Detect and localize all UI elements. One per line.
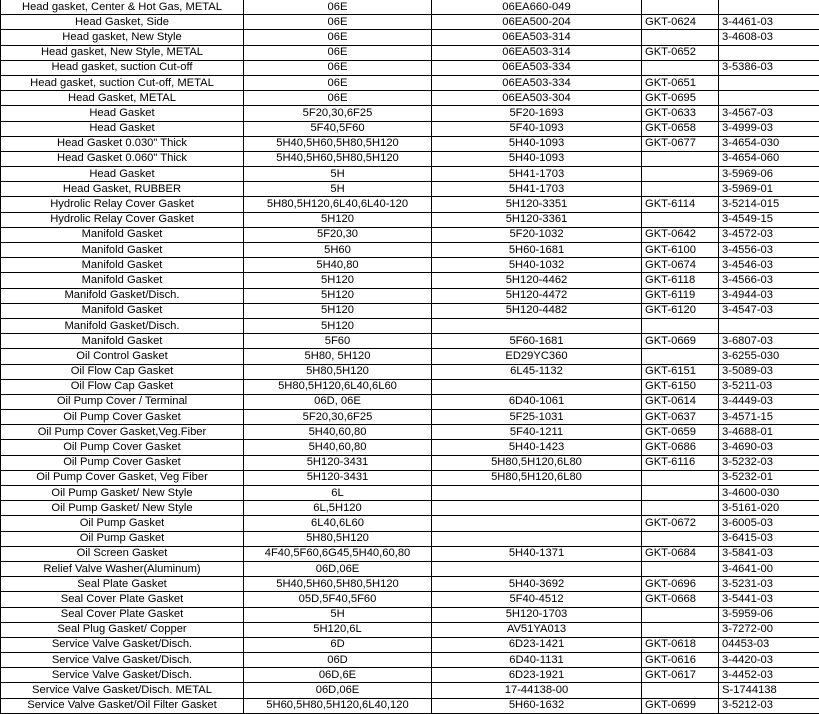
oem-part-number-cell: 5H40-1093	[432, 151, 642, 166]
cross-reference-number-cell: 3-6005-03	[719, 516, 819, 531]
gkt-number-cell: GKT-0633	[642, 106, 719, 121]
oem-part-number-cell: 6L45-1132	[432, 364, 642, 379]
compressor-model-cell: 5H120	[244, 288, 432, 303]
oem-part-number-cell: AV51YA013	[432, 622, 642, 637]
oem-part-number-cell: 5H120-3351	[432, 197, 642, 212]
compressor-model-cell: 06E	[244, 75, 432, 90]
oem-part-number-cell: 5H40-3692	[432, 577, 642, 592]
gkt-number-cell	[642, 561, 719, 576]
table-row	[1, 379, 819, 394]
cross-reference-number-cell: 04453-03	[719, 637, 819, 652]
part-description-cell: Oil Pump Cover Gasket	[1, 410, 244, 425]
gkt-number-cell	[642, 622, 719, 637]
oem-part-number-cell: 5H60-1632	[432, 698, 642, 713]
part-description-cell: Head Gasket, Side	[1, 15, 244, 30]
part-description-cell: Hydrolic Relay Cover Gasket	[1, 197, 244, 212]
oem-part-number-cell: 06EA503-304	[432, 91, 642, 106]
gkt-number-cell: GKT-0672	[642, 516, 719, 531]
table-row	[1, 546, 819, 561]
gkt-number-cell	[642, 470, 719, 485]
cross-reference-number-cell	[719, 75, 819, 90]
gkt-number-cell	[642, 531, 719, 546]
compressor-model-cell: 06E	[244, 15, 432, 30]
compressor-model-cell: 5H120	[244, 303, 432, 318]
cross-reference-number-cell: 3-4420-03	[719, 653, 819, 668]
parts-table-body	[1, 0, 819, 713]
compressor-model-cell: 5H	[244, 182, 432, 197]
oem-part-number-cell: 06EA503-314	[432, 45, 642, 60]
oem-part-number-cell: 06EA503-334	[432, 60, 642, 75]
compressor-model-cell: 4F40,5F60,6G45,5H40,60,80	[244, 546, 432, 561]
compressor-model-cell: 5H	[244, 167, 432, 182]
part-description-cell: Oil Pump Gasket/ New Style	[1, 501, 244, 516]
cross-reference-number-cell: 3-5841-03	[719, 546, 819, 561]
cross-reference-number-cell: 3-5386-03	[719, 60, 819, 75]
part-description-cell: Service Valve Gasket/Oil Filter Gasket	[1, 698, 244, 713]
oem-part-number-cell: 5F20-1693	[432, 106, 642, 121]
compressor-model-cell: 5H40,5H60,5H80,5H120	[244, 577, 432, 592]
compressor-model-cell: 5H80,5H120	[244, 531, 432, 546]
part-description-cell: Manifold Gasket	[1, 273, 244, 288]
part-description-cell: Oil Pump Cover Gasket	[1, 455, 244, 470]
table-row	[1, 227, 819, 242]
table-row	[1, 561, 819, 576]
compressor-model-cell: 6L40,6L60	[244, 516, 432, 531]
part-description-cell: Seal Cover Plate Gasket	[1, 592, 244, 607]
part-description-cell: Manifold Gasket/Disch.	[1, 318, 244, 333]
cross-reference-number-cell: 3-6807-03	[719, 334, 819, 349]
cross-reference-number-cell: 3-5161-020	[719, 501, 819, 516]
cross-reference-number-cell: 3-4654-060	[719, 151, 819, 166]
gkt-number-cell: GKT-0642	[642, 227, 719, 242]
gkt-number-cell	[642, 167, 719, 182]
cross-reference-number-cell: 3-6255-030	[719, 349, 819, 364]
gkt-number-cell: GKT-0695	[642, 91, 719, 106]
table-row	[1, 288, 819, 303]
gkt-number-cell: GKT-0696	[642, 577, 719, 592]
cross-reference-number-cell: 3-4556-03	[719, 243, 819, 258]
table-row	[1, 182, 819, 197]
part-description-cell: Head Gasket 0.030" Thick	[1, 136, 244, 151]
compressor-model-cell: 06D	[244, 653, 432, 668]
gkt-number-cell: GKT-0669	[642, 334, 719, 349]
part-description-cell: Head gasket, Center & Hot Gas, METAL	[1, 0, 244, 15]
compressor-model-cell: 5F20,30,6F25	[244, 106, 432, 121]
table-row	[1, 425, 819, 440]
gkt-number-cell: GKT-0668	[642, 592, 719, 607]
part-description-cell: Oil Pump Cover / Terminal	[1, 394, 244, 409]
cross-reference-number-cell: 3-4654-030	[719, 136, 819, 151]
oem-part-number-cell: 5H80,5H120,6L80	[432, 455, 642, 470]
part-description-cell: Oil Pump Gasket/ New Style	[1, 486, 244, 501]
gkt-number-cell: GKT-0699	[642, 698, 719, 713]
cross-reference-number-cell: 3-5231-03	[719, 577, 819, 592]
oem-part-number-cell	[432, 561, 642, 576]
gkt-number-cell: GKT-0684	[642, 546, 719, 561]
oem-part-number-cell	[432, 318, 642, 333]
table-row	[1, 349, 819, 364]
part-description-cell: Head Gasket, METAL	[1, 91, 244, 106]
cross-reference-number-cell: 3-7272-00	[719, 622, 819, 637]
table-row	[1, 364, 819, 379]
gkt-number-cell: GKT-6100	[642, 243, 719, 258]
oem-part-number-cell	[432, 501, 642, 516]
oem-part-number-cell: 5H40-1093	[432, 136, 642, 151]
oem-part-number-cell	[432, 379, 642, 394]
table-row	[1, 75, 819, 90]
table-row	[1, 318, 819, 333]
table-row	[1, 91, 819, 106]
compressor-model-cell: 5H120-3431	[244, 470, 432, 485]
cross-reference-number-cell: 3-5232-03	[719, 455, 819, 470]
cross-reference-number-cell: 3-5969-06	[719, 167, 819, 182]
part-description-cell: Manifold Gasket	[1, 243, 244, 258]
oem-part-number-cell: 5F40-1211	[432, 425, 642, 440]
gkt-number-cell	[642, 60, 719, 75]
table-row	[1, 30, 819, 45]
cross-reference-number-cell: 3-4571-15	[719, 410, 819, 425]
compressor-model-cell: 6L,5H120	[244, 501, 432, 516]
table-row	[1, 455, 819, 470]
compressor-model-cell: 06E	[244, 30, 432, 45]
oem-part-number-cell: 17-44138-00	[432, 683, 642, 698]
part-description-cell: Service Valve Gasket/Disch. METAL	[1, 683, 244, 698]
compressor-model-cell: 5H80,5H120,6L40,6L40-120	[244, 197, 432, 212]
table-row	[1, 258, 819, 273]
cross-reference-number-cell: 3-4547-03	[719, 303, 819, 318]
part-description-cell: Oil Pump Cover Gasket, Veg Fiber	[1, 470, 244, 485]
compressor-model-cell: 6D	[244, 637, 432, 652]
oem-part-number-cell	[432, 486, 642, 501]
part-description-cell: Manifold Gasket/Disch.	[1, 288, 244, 303]
gkt-number-cell: GKT-6151	[642, 364, 719, 379]
compressor-model-cell: 5H80, 5H120	[244, 349, 432, 364]
part-description-cell: Service Valve Gasket/Disch.	[1, 637, 244, 652]
table-row	[1, 334, 819, 349]
table-row	[1, 410, 819, 425]
cross-reference-number-cell: 3-4600-030	[719, 486, 819, 501]
table-row	[1, 167, 819, 182]
compressor-model-cell: 06E	[244, 45, 432, 60]
oem-part-number-cell: 5H41-1703	[432, 182, 642, 197]
part-description-cell: Hydrolic Relay Cover Gasket	[1, 212, 244, 227]
cross-reference-number-cell: S-1744138	[719, 683, 819, 698]
oem-part-number-cell: 6D23-1421	[432, 637, 642, 652]
compressor-model-cell: 5F40,5F60	[244, 121, 432, 136]
oem-part-number-cell: 6D23-1921	[432, 668, 642, 683]
cross-reference-number-cell: 3-4690-03	[719, 440, 819, 455]
cross-reference-number-cell	[719, 91, 819, 106]
part-description-cell: Service Valve Gasket/Disch.	[1, 653, 244, 668]
gkt-number-cell: GKT-6114	[642, 197, 719, 212]
cross-reference-number-cell: 3-5214-015	[719, 197, 819, 212]
compressor-model-cell: 5H60	[244, 243, 432, 258]
table-row	[1, 531, 819, 546]
compressor-model-cell: 5F20,30,6F25	[244, 410, 432, 425]
oem-part-number-cell: 5H120-1703	[432, 607, 642, 622]
compressor-model-cell: 5H60,5H80,5H120,6L40,120	[244, 698, 432, 713]
cross-reference-number-cell: 3-4999-03	[719, 121, 819, 136]
cross-reference-number-cell: 3-5089-03	[719, 364, 819, 379]
compressor-model-cell: 5F60	[244, 334, 432, 349]
table-row	[1, 121, 819, 136]
part-description-cell: Oil Control Gasket	[1, 349, 244, 364]
gkt-number-cell	[642, 0, 719, 15]
oem-part-number-cell: 5F20-1032	[432, 227, 642, 242]
table-row	[1, 60, 819, 75]
table-row	[1, 668, 819, 683]
oem-part-number-cell: 5H120-4482	[432, 303, 642, 318]
table-row	[1, 516, 819, 531]
gkt-number-cell: GKT-0618	[642, 637, 719, 652]
compressor-model-cell: 6L	[244, 486, 432, 501]
gkt-number-cell: GKT-0652	[642, 45, 719, 60]
part-description-cell: Head gasket, suction Cut-off	[1, 60, 244, 75]
table-row	[1, 15, 819, 30]
part-description-cell: Head gasket, suction Cut-off, METAL	[1, 75, 244, 90]
oem-part-number-cell: 5H120-4462	[432, 273, 642, 288]
gkt-number-cell: GKT-0686	[642, 440, 719, 455]
gkt-number-cell: GKT-0614	[642, 394, 719, 409]
table-row	[1, 440, 819, 455]
oem-part-number-cell: 06EA660-049	[432, 0, 642, 15]
oem-part-number-cell: 5H40-1423	[432, 440, 642, 455]
compressor-model-cell: 06E	[244, 60, 432, 75]
oem-part-number-cell	[432, 516, 642, 531]
gkt-number-cell	[642, 607, 719, 622]
gkt-number-cell: GKT-6118	[642, 273, 719, 288]
gkt-number-cell: GKT-0674	[642, 258, 719, 273]
table-row	[1, 607, 819, 622]
part-description-cell: Manifold Gasket	[1, 303, 244, 318]
cross-reference-number-cell: 3-4461-03	[719, 15, 819, 30]
cross-reference-number-cell: 3-4549-15	[719, 212, 819, 227]
compressor-model-cell: 5H120-3431	[244, 455, 432, 470]
part-description-cell: Head Gasket 0.060" Thick	[1, 151, 244, 166]
part-description-cell: Head gasket, New Style, METAL	[1, 45, 244, 60]
gkt-number-cell: GKT-6150	[642, 379, 719, 394]
part-description-cell: Manifold Gasket	[1, 334, 244, 349]
part-description-cell: Manifold Gasket	[1, 258, 244, 273]
compressor-model-cell: 06D,06E	[244, 683, 432, 698]
gkt-number-cell: GKT-0659	[642, 425, 719, 440]
gkt-number-cell: GKT-0624	[642, 15, 719, 30]
oem-part-number-cell: 5H40-1032	[432, 258, 642, 273]
oem-part-number-cell: 5H80,5H120,6L80	[432, 470, 642, 485]
cross-reference-number-cell: 3-4688-01	[719, 425, 819, 440]
compressor-model-cell: 5H40,5H60,5H80,5H120	[244, 136, 432, 151]
cross-reference-number-cell: 3-4641-00	[719, 561, 819, 576]
table-row	[1, 653, 819, 668]
gkt-number-cell: GKT-0616	[642, 653, 719, 668]
gkt-number-cell	[642, 318, 719, 333]
oem-part-number-cell: 5F40-1093	[432, 121, 642, 136]
oem-part-number-cell: 6D40-1131	[432, 653, 642, 668]
oem-part-number-cell: ED29YC360	[432, 349, 642, 364]
table-row	[1, 212, 819, 227]
part-description-cell: Head Gasket	[1, 121, 244, 136]
cross-reference-number-cell: 3-5211-03	[719, 379, 819, 394]
cross-reference-number-cell: 3-4566-03	[719, 273, 819, 288]
part-description-cell: Head Gasket	[1, 106, 244, 121]
part-description-cell: Oil Pump Cover Gasket,Veg.Fiber	[1, 425, 244, 440]
compressor-model-cell: 5H120	[244, 212, 432, 227]
gkt-number-cell	[642, 501, 719, 516]
compressor-model-cell: 5H80,5H120	[244, 364, 432, 379]
gkt-number-cell: GKT-6116	[642, 455, 719, 470]
table-row	[1, 273, 819, 288]
cross-reference-number-cell: 3-4572-03	[719, 227, 819, 242]
oem-part-number-cell: 5H60-1681	[432, 243, 642, 258]
part-description-cell: Service Valve Gasket/Disch.	[1, 668, 244, 683]
gkt-number-cell: GKT-6120	[642, 303, 719, 318]
table-row	[1, 394, 819, 409]
part-description-cell: Manifold Gasket	[1, 227, 244, 242]
table-row	[1, 577, 819, 592]
gkt-number-cell	[642, 486, 719, 501]
table-row	[1, 303, 819, 318]
oem-part-number-cell: 06EA503-314	[432, 30, 642, 45]
compressor-model-cell: 05D,5F40,5F60	[244, 592, 432, 607]
oem-part-number-cell: 06EA503-334	[432, 75, 642, 90]
cross-reference-number-cell: 3-4452-03	[719, 668, 819, 683]
compressor-model-cell: 5H80,5H120,6L40,6L60	[244, 379, 432, 394]
gkt-number-cell: GKT-6119	[642, 288, 719, 303]
table-row	[1, 197, 819, 212]
table-row	[1, 683, 819, 698]
table-row	[1, 501, 819, 516]
cross-reference-number-cell	[719, 0, 819, 15]
cross-reference-number-cell: 3-6415-03	[719, 531, 819, 546]
oem-part-number-cell: 5H41-1703	[432, 167, 642, 182]
cross-reference-number-cell: 3-5969-01	[719, 182, 819, 197]
table-row	[1, 637, 819, 652]
cross-reference-number-cell: 3-5212-03	[719, 698, 819, 713]
part-description-cell: Oil Pump Gasket	[1, 516, 244, 531]
table-row	[1, 243, 819, 258]
oem-part-number-cell: 5F40-4512	[432, 592, 642, 607]
table-row	[1, 45, 819, 60]
part-description-cell: Oil Pump Cover Gasket	[1, 440, 244, 455]
compressor-model-cell: 06D,06E	[244, 561, 432, 576]
gkt-number-cell: GKT-0658	[642, 121, 719, 136]
compressor-model-cell: 06E	[244, 0, 432, 15]
part-description-cell: Oil Screen Gasket	[1, 546, 244, 561]
table-row	[1, 698, 819, 713]
oem-part-number-cell: 6D40-1061	[432, 394, 642, 409]
part-description-cell: Oil Flow Cap Gasket	[1, 364, 244, 379]
gkt-number-cell	[642, 683, 719, 698]
part-description-cell: Seal Cover Plate Gasket	[1, 607, 244, 622]
compressor-model-cell: 5H40,80	[244, 258, 432, 273]
cross-reference-number-cell: 3-4449-03	[719, 394, 819, 409]
part-description-cell: Head Gasket, RUBBER	[1, 182, 244, 197]
oem-part-number-cell: 5H120-3361	[432, 212, 642, 227]
compressor-model-cell: 5H120	[244, 273, 432, 288]
gkt-number-cell: GKT-0651	[642, 75, 719, 90]
gkt-number-cell	[642, 30, 719, 45]
oem-part-number-cell: 5F25-1031	[432, 410, 642, 425]
table-row	[1, 151, 819, 166]
compressor-model-cell: 06D,6E	[244, 668, 432, 683]
part-description-cell: Head gasket, New Style	[1, 30, 244, 45]
oem-part-number-cell: 5F60-1681	[432, 334, 642, 349]
part-description-cell: Oil Flow Cap Gasket	[1, 379, 244, 394]
oem-part-number-cell: 06EA500-204	[432, 15, 642, 30]
gkt-number-cell	[642, 151, 719, 166]
part-description-cell: Head Gasket	[1, 167, 244, 182]
table-row	[1, 0, 819, 15]
cross-reference-number-cell: 3-4608-03	[719, 30, 819, 45]
oem-part-number-cell: 5H120-4472	[432, 288, 642, 303]
gkt-number-cell	[642, 182, 719, 197]
cross-reference-number-cell: 3-4944-03	[719, 288, 819, 303]
compressor-model-cell: 06D, 06E	[244, 394, 432, 409]
cross-reference-number-cell: 3-5232-01	[719, 470, 819, 485]
cross-reference-number-cell: 3-4546-03	[719, 258, 819, 273]
gkt-number-cell	[642, 349, 719, 364]
part-description-cell: Relief Valve Washer(Aluminum)	[1, 561, 244, 576]
compressor-model-cell: 5H40,60,80	[244, 440, 432, 455]
cross-reference-number-cell: 3-4567-03	[719, 106, 819, 121]
compressor-model-cell: 5H120	[244, 318, 432, 333]
part-description-cell: Seal Plate Gasket	[1, 577, 244, 592]
gkt-number-cell	[642, 212, 719, 227]
cross-reference-number-cell: 3-5959-06	[719, 607, 819, 622]
oem-part-number-cell: 5H40-1371	[432, 546, 642, 561]
cross-reference-number-cell	[719, 45, 819, 60]
gkt-number-cell: GKT-0677	[642, 136, 719, 151]
table-row	[1, 470, 819, 485]
part-description-cell: Oil Pump Gasket	[1, 531, 244, 546]
compressor-model-cell: 5H120,6L	[244, 622, 432, 637]
table-row	[1, 592, 819, 607]
table-row	[1, 136, 819, 151]
compressor-model-cell: 5H	[244, 607, 432, 622]
table-row	[1, 486, 819, 501]
cross-reference-number-cell: 3-5441-03	[719, 592, 819, 607]
part-description-cell: Seal Plug Gasket/ Copper	[1, 622, 244, 637]
gkt-number-cell: GKT-0617	[642, 668, 719, 683]
cross-reference-number-cell	[719, 318, 819, 333]
gkt-number-cell: GKT-0637	[642, 410, 719, 425]
oem-part-number-cell	[432, 531, 642, 546]
compressor-model-cell: 5F20,30	[244, 227, 432, 242]
compressor-model-cell: 5H40,5H60,5H80,5H120	[244, 151, 432, 166]
compressor-model-cell: 06E	[244, 91, 432, 106]
compressor-model-cell: 5H40,60,80	[244, 425, 432, 440]
table-row	[1, 622, 819, 637]
table-row	[1, 106, 819, 121]
